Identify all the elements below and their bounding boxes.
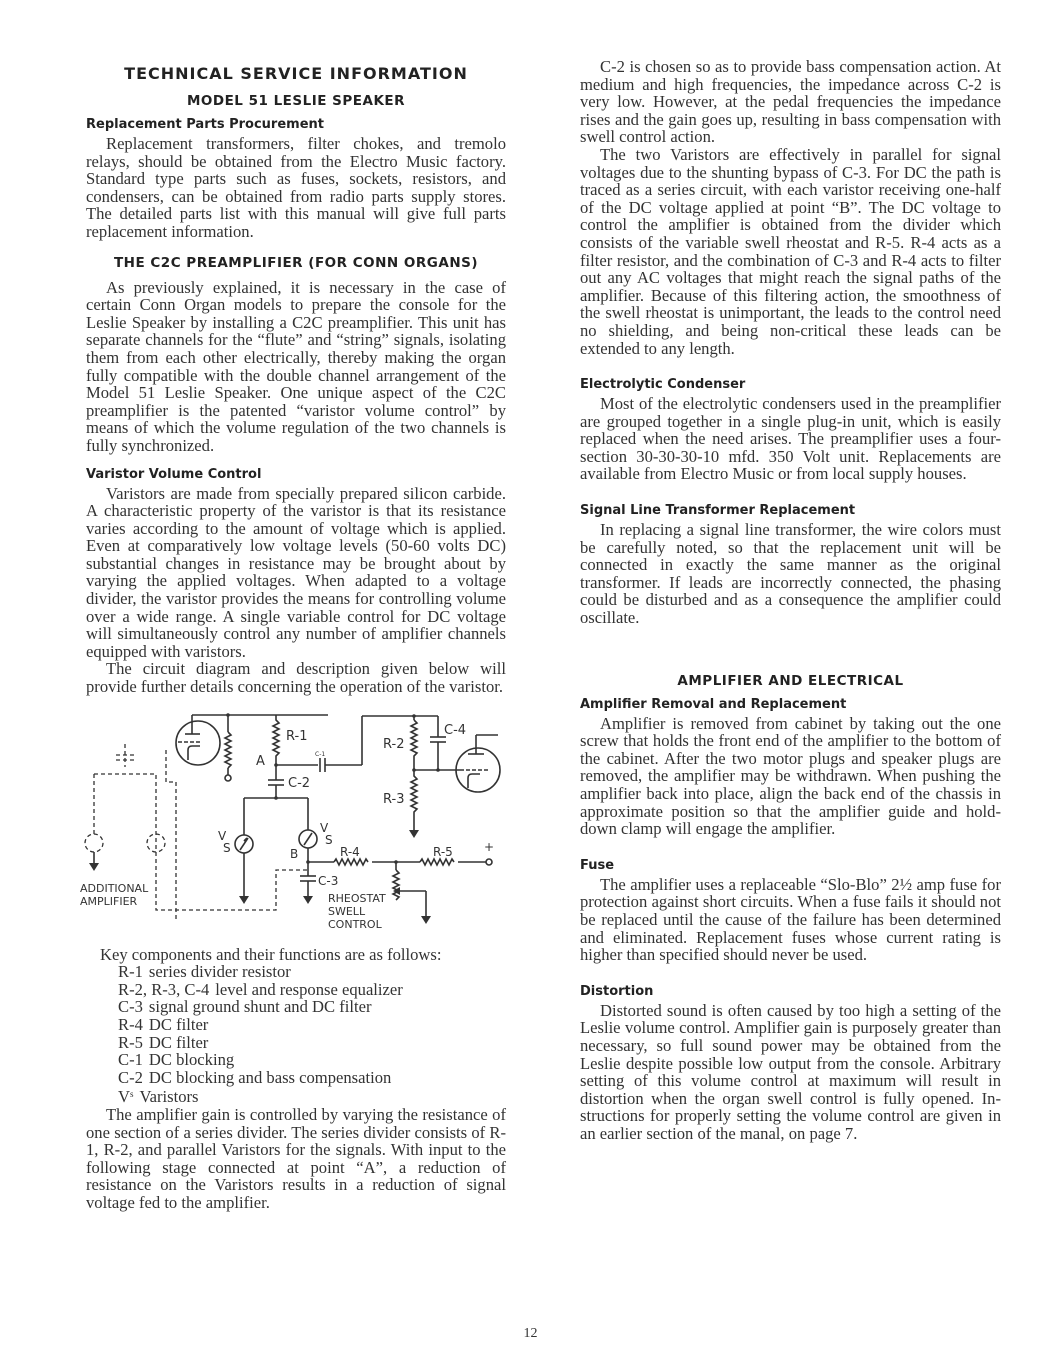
paragraph-replacement-parts: Replacement transformers, filter chokes, and tremolo relays, should be obtained from the Electro Music factory. Standard type parts such as fuses, sockets, resistors, and condensers, can be obtained from radio parts supply stores. The detailed parts list with this manual will give full parts replacement information. bbox=[86, 134, 506, 241]
heading-c2c-preamplifier: THE C2C PREAMPLIFIER (FOR CONN ORGANS) bbox=[113, 254, 479, 271]
paragraph-electrolytic-condenser: Most of the electrolytic condensers used in the preamplifier are grouped together in a single plug-in unit, which is easily replaced when the need arises. The preamplifier uses a four-section 30-30-30-10 mfd. 350 Volt unit. Replacements are available from Electro Music or from local supply houses. bbox=[580, 394, 1001, 484]
paragraph-varistors-parallel: The two Varistors are effectively in parallel for signal voltages due to the shunting bypass of C-3. For DC the path is traced as a series circuit, with each varistor receiving one-half of the DC voltage applied at point “B”. The DC voltage to control the amplifier is obtained from the divider which consists of the variable swell rheostat and R-5. R-4 acts as a filter resistor, and the combination of C-3 and R-4 acts to filter out any AC voltages that might reach the signal paths of the amplifier. Because of this filtering action, the smoothness of the swell rheostat is unimportant, the leads to the control need no shielding, and being non-critical these leads can be extended to any length. bbox=[580, 144, 1001, 358]
label-vs-2: V bbox=[320, 820, 329, 835]
ground-icon bbox=[421, 916, 431, 924]
label-vs-1: V bbox=[218, 828, 227, 843]
paragraph-fuse: The amplifier uses a replaceable “Slo-Blo” 2½ amp fuse for protection against short circuits. When a fuse fails it should not be replaced until the cause of the failure has been determined and eliminated. Replacement fuses whose current rating is higher than specified should never be used. bbox=[580, 874, 1001, 965]
paragraph-c2-bass-compensation: C-2 is chosen so as to provide bass compensation action. At medium and high frequencies, the impedance across C-2 is very low. However, at the pedal frequencies the impedance rises and the gain goes up, resulting in bass compensation with swell control action. bbox=[580, 57, 1001, 147]
label-rheostat: RHEOSTAT bbox=[328, 891, 386, 905]
key-components-list bbox=[86, 963, 506, 1106]
vacuum-tube-1-icon bbox=[176, 721, 220, 765]
heading-varistor-volume-control: Varistor Volume Control bbox=[86, 466, 262, 482]
paragraph-signal-line-transformer: In replacing a signal line transformer, the wire colors must be carefully noted, so that the replacement unit will be connected in exactly the same manner as the original transformer. If leads are incorrectly connected, the phasing could be disturbed and as a consequence the amplifier could oscillate. bbox=[580, 520, 1001, 628]
ground-icon bbox=[303, 896, 313, 904]
heading-replacement-parts: Replacement Parts Procurement bbox=[86, 117, 324, 132]
key-component-item: R-5 DC filter bbox=[118, 1032, 209, 1052]
circuit-schematic bbox=[78, 710, 518, 940]
key-component-item: C-2 DC blocking and bass compensation bbox=[118, 1067, 392, 1087]
label-c1: C-1 bbox=[315, 750, 326, 758]
label-point-b: B bbox=[290, 846, 299, 861]
paragraph-distortion: Distorted sound is often caused by too high a setting of the Leslie volume control. Amplifier gain is purposely greater than necessary, so full sound power may be obtained from the Leslie despite possible low output from the console. Arbitrary setting of this volume control at maximum will result in distortion when the organ swell control is fully opened. Instructions for properly setting the volume control are given in an earlier section of the manal, on page 7. bbox=[580, 1000, 1001, 1143]
paragraph-varistor-2: The circuit diagram and description given below will provide further details concerning the operation of the varistor. bbox=[86, 659, 506, 697]
heading-distortion: Distortion bbox=[580, 983, 654, 999]
ground-icon bbox=[409, 830, 419, 838]
page-title: TECHNICAL SERVICE INFORMATION bbox=[124, 64, 468, 83]
label-r4: R-4 bbox=[340, 844, 360, 859]
page-number: 12 bbox=[523, 1326, 538, 1341]
paragraph-varistor-1: Varistors are made from specially prepared silicon carbide. A characteristic property of the varistor is that its resistance varies according to the amount of voltage which is applied. Even at comparatively low voltage levels (50-60 volts DC) substantial changes in resistance may be brought about by varying the applied voltages. When adapted to a voltage divider, the varistor provides the means for controlling volume over a wide range. A single variable control for DC voltage will simultaneously control any number of amplifier channels equipped with varistors. bbox=[86, 483, 506, 661]
label-control: CONTROL bbox=[328, 917, 382, 931]
label-vs-2-sub: S bbox=[325, 832, 333, 847]
label-r5: R-5 bbox=[433, 844, 453, 859]
label-swell: SWELL bbox=[328, 904, 366, 918]
key-components-intro: Key components and their functions are as follows: bbox=[100, 944, 442, 964]
heading-electrolytic-condenser: Electrolytic Condenser bbox=[580, 377, 746, 393]
ground-icon bbox=[239, 896, 249, 904]
key-component-item: C-1 DC blocking bbox=[118, 1050, 235, 1070]
key-component-item: R-2, R-3, C-4 level and response equalizer bbox=[118, 979, 403, 999]
varistor-circuit-diagram bbox=[78, 710, 518, 940]
ground-icon bbox=[89, 863, 99, 871]
label-c3: C-3 bbox=[318, 873, 339, 888]
key-component-item: R-4 DC filter bbox=[118, 1015, 209, 1034]
label-r1: R-1 bbox=[286, 728, 308, 744]
label-point-a: A bbox=[256, 753, 265, 769]
heading-fuse: Fuse bbox=[580, 857, 615, 873]
label-c4: C-4 bbox=[444, 722, 467, 738]
label-plus: + bbox=[484, 839, 495, 854]
key-component-item: R-1 series divider resistor bbox=[118, 962, 291, 982]
heading-signal-line-transformer: Signal Line Transformer Replacement bbox=[580, 503, 856, 519]
label-additional: ADDITIONAL bbox=[80, 881, 149, 895]
key-component-item: C-3 signal ground shunt and DC filter bbox=[118, 997, 372, 1017]
key-component-item: $V^s$ Varistors bbox=[118, 1087, 199, 1107]
left-column bbox=[80, 58, 506, 1212]
heading-amplifier-removal: Amplifier Removal and Replacement bbox=[580, 696, 847, 712]
right-column bbox=[580, 58, 1001, 1143]
paragraph-amplifier-gain: The amplifier gain is controlled by varying the resistance of one section of a series divider. The series divider consists of R-1, R-2, and parallel Varistors for the signals. With input to the following stage connected at point “A”, a reduction of resistance on the Varistors results in a reduction of signal voltage fed to the amplifier. bbox=[86, 1104, 506, 1212]
page-subtitle: MODEL 51 LESLIE SPEAKER bbox=[186, 93, 406, 109]
label-vs-1-sub: S bbox=[223, 840, 231, 855]
label-r3: R-3 bbox=[383, 791, 405, 807]
paragraph-amplifier-removal: Amplifier is removed from cabinet by taking out the one screw that holds the front end of the amplifier to the bottom of the cabinet. After the two motor plugs and speaker plugs are removed, the amplifier may be withdrawn. When pushing the amplifier back into place, align the back end of the chassis in approximate position so that the amplifier guide and hold-down clamp will engage the amplifier. bbox=[580, 713, 1001, 839]
label-r2: R-2 bbox=[383, 736, 405, 752]
heading-amplifier-and-electrical: AMPLIFIER AND ELECTRICAL bbox=[677, 672, 904, 689]
paragraph-c2c-preamplifier: As previously explained, it is necessary in the case of certain Conn Organ models to prepare the console for the Leslie Speaker by installing a C2C preamplifier. This unit has separate channels for the “flute” and “string” signals, isolating them from each other electrically, thereby making the organ fully compatible with the double channel arrangement of the Model 51 Leslie Speaker. One unique aspect of the C2C preamplifier is the patented “varistor volume control” by means of which the volume regulation of the two channels is fully synchronized. bbox=[86, 277, 506, 455]
label-c2: C-2 bbox=[288, 775, 311, 791]
label-amplifier: AMPLIFIER bbox=[80, 894, 138, 908]
